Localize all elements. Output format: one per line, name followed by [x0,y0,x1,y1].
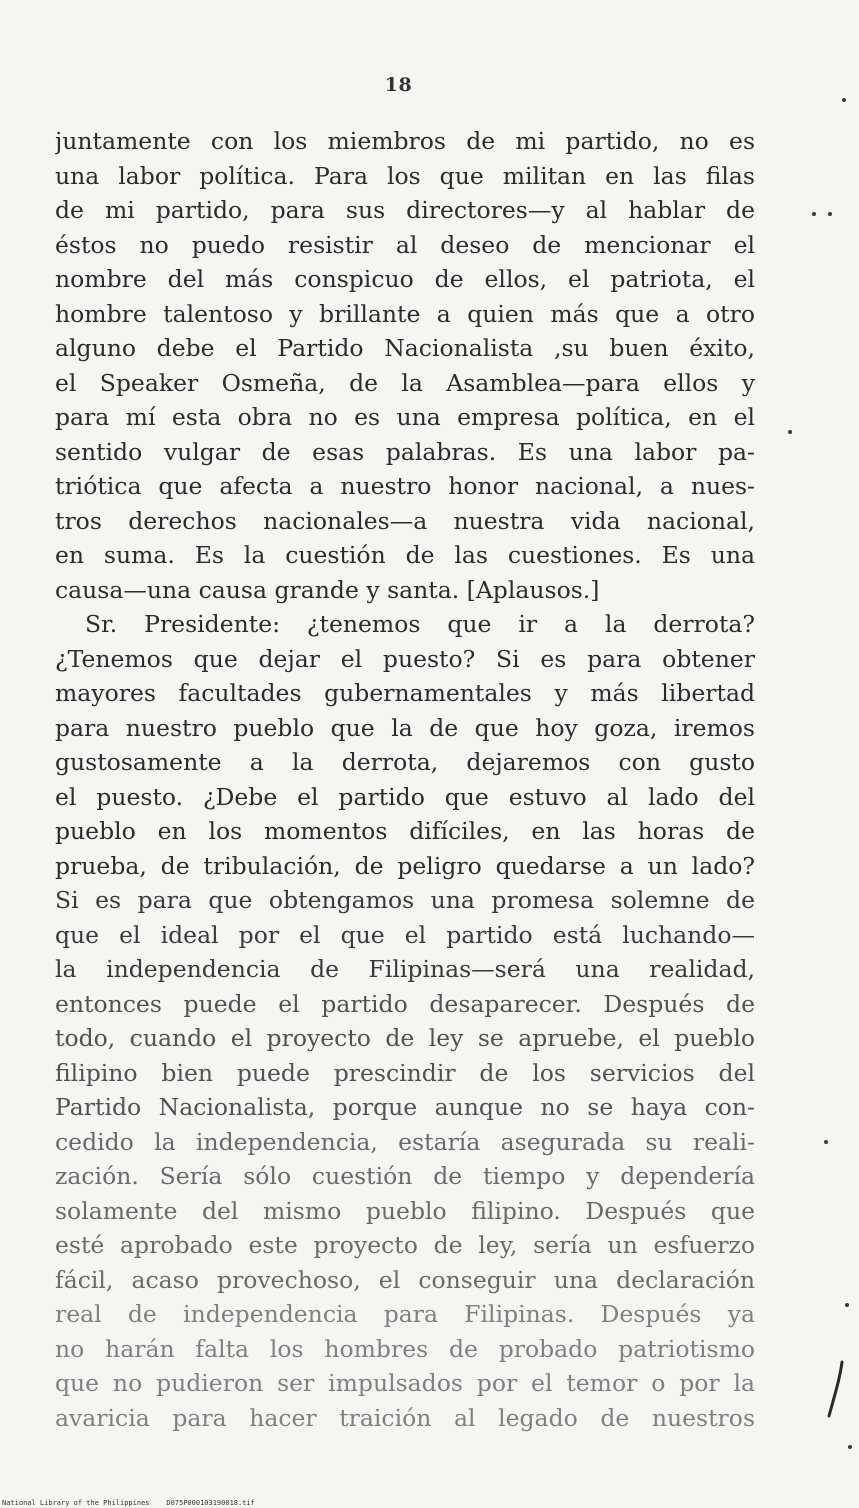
scan-speck [845,1303,849,1307]
text-line: filipino bien puede prescindir de los servicios del [55,1058,755,1087]
text-line: para mí esta obra no es una empresa política, en el [55,403,755,431]
scan-speck [824,1140,828,1144]
text-line: fácil, acaso provechoso, el conseguir una declaración [55,1265,755,1294]
text-line: nombre del más conspicuo de ellos, el patriota, el [55,265,755,293]
page-number: 18 [384,74,413,96]
text-line: zación. Sería sólo cuestión de tiempo y dependería [55,1162,755,1190]
text-line: entonces puede el partido desaparecer. Después de [55,989,755,1018]
text-line: éstos no puedo resistir al deseo de mencionar el [55,230,755,259]
text-line: gustosamente a la derrota, dejaremos con gusto [55,748,755,776]
text-line: de mi partido, para sus directores—y al hablar de [55,196,755,224]
text-line: real de independencia para Filipinas. Después ya [55,1300,755,1328]
text-line: todo, cuando el proyecto de ley se apruebe, el pueblo [55,1024,755,1052]
scan-speck [788,430,792,434]
pen-mark-icon [826,1360,846,1420]
text-line: solamente del mismo pueblo filipino. Después que [55,1196,755,1225]
text-line: hombre talentoso y brillante a quien más que a otro [55,299,755,328]
text-line: Partido Nacionalista, porque aunque no se haya con- [55,1093,755,1121]
scan-speck [812,212,816,216]
scan-speck [828,212,832,216]
text-line: la independencia de Filipinas—será una realidad, [55,955,755,983]
body-text [55,124,755,1435]
text-line: pueblo en los momentos difíciles, en las horas de [55,817,755,845]
text-line: esté aprobado este proyecto de ley, sería un esfuerzo [55,1231,755,1259]
text-line: ¿Tenemos que dejar el puesto? Si es para obtener [55,644,755,673]
text-line: una labor política. Para los que militan en las filas [55,161,755,190]
text-line: el Speaker Osmeña, de la Asamblea—para ellos y [55,368,755,397]
text-line: cedido la independencia, estaría asegurada su reali- [55,1127,755,1156]
text-line: sentido vulgar de esas palabras. Es una labor pa- [55,437,755,466]
text-line: Sr. Presidente: ¿tenemos que ir a la derrota? [85,610,755,638]
text-line: prueba, de tribulación, de peligro quedarse a un lado? [55,851,755,880]
text-line: triótica que afecta a nuestro honor nacional, a nues- [55,472,755,500]
text-line: en suma. Es la cuestión de las cuestiones. Es una [55,541,755,569]
text-line: no harán falta los hombres de probado patriotismo [55,1334,755,1363]
text-line: avaricia para hacer traición al legado de nuestros [55,1403,755,1432]
scan-credit: National Library of the Philippines D075P000103190018.tif [2,1499,255,1507]
text-line: causa—una causa grande y santa. [Aplausos.] [55,575,600,604]
scan-speck [848,1445,852,1449]
text-line: mayores facultades gubernamentales y más libertad [55,679,755,707]
text-line: Si es para que obtengamos una promesa solemne de [55,886,755,914]
text-line: para nuestro pueblo que la de que hoy goza, iremos [55,713,755,742]
text-line: que no pudieron ser impulsados por el temor o por la [55,1369,755,1397]
text-line: alguno debe el Partido Nacionalista ,su buen éxito, [55,334,755,362]
text-line: tros derechos nacionales—a nuestra vida nacional, [55,506,755,535]
text-line: juntamente con los miembros de mi partido, no es [55,127,755,155]
text-line: que el ideal por el que el partido está luchando— [55,920,755,949]
scan-speck [842,98,846,102]
text-line: el puesto. ¿Debe el partido que estuvo al lado del [55,782,755,811]
